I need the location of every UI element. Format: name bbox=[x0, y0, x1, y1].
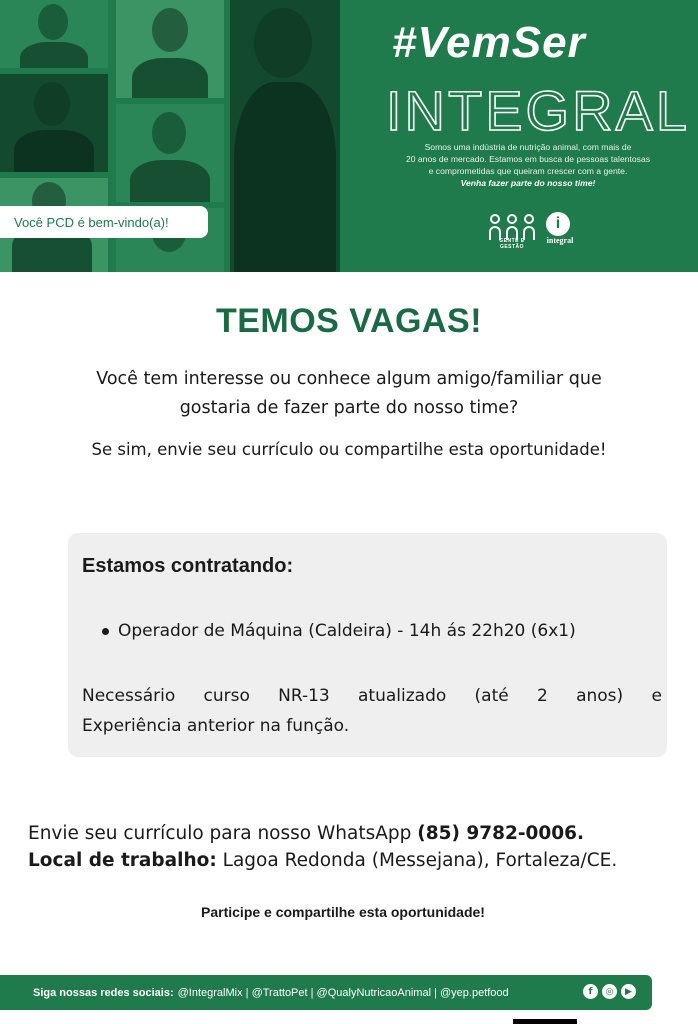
gente-e-gestao-logo bbox=[488, 212, 536, 250]
social-footer bbox=[0, 975, 652, 1010]
req-word: e bbox=[651, 686, 662, 706]
team-photo bbox=[0, 0, 108, 68]
team-photo bbox=[0, 74, 108, 172]
integral-logo-word: integral bbox=[546, 236, 574, 245]
req-word: NR-13 bbox=[278, 686, 330, 706]
location-line bbox=[28, 847, 688, 874]
share-callout: Participe e compartilhe esta oportunidade! bbox=[201, 904, 485, 920]
whatsapp-line bbox=[28, 820, 688, 847]
location-value: Lagoa Redonda (Messejana), Fortaleza/CE. bbox=[222, 850, 618, 871]
location-label: Local de trabalho: bbox=[28, 850, 217, 871]
campaign-hashtag: #VemSer bbox=[392, 18, 586, 67]
integral-logo-mark: i bbox=[546, 212, 570, 236]
req-word: atualizado bbox=[358, 686, 447, 706]
req-word: anos) bbox=[576, 686, 624, 706]
intro-cta: Venha fazer parte do nosso time! bbox=[460, 178, 596, 188]
bottom-edge-bar bbox=[513, 1019, 577, 1024]
team-photo bbox=[116, 104, 224, 202]
intro-line: 20 anos de mercado. Estamos em busca de pessoas talentosas bbox=[405, 154, 651, 164]
contact-info bbox=[28, 820, 688, 874]
intro-line: Somos uma indústria de nutrição animal, com mais de bbox=[424, 142, 632, 152]
whatsapp-prefix: Envie seu currículo para nosso WhatsApp bbox=[28, 823, 412, 844]
job-title: Operador de Máquina (Caldeira) - 14h ás 22h20 (6x1) bbox=[118, 621, 576, 641]
interest-question bbox=[50, 365, 648, 423]
team-photo-featured bbox=[230, 0, 340, 272]
requirements-line: Experiência anterior na função. bbox=[82, 716, 350, 736]
send-resume-cta: Se sim, envie seu currículo ou compartilhe esta oportunidade! bbox=[91, 440, 607, 459]
brand-wordmark: INTEGRAL bbox=[386, 79, 691, 142]
job-requirements bbox=[82, 681, 662, 741]
requirements-line bbox=[82, 681, 662, 711]
job-openings-card bbox=[68, 533, 667, 757]
facebook-icon[interactable]: f bbox=[583, 984, 598, 999]
bullet-icon bbox=[102, 628, 109, 635]
integral-logo bbox=[540, 212, 580, 252]
instagram-icon[interactable]: ◎ bbox=[602, 984, 617, 999]
pcd-welcome-badge: Você PCD é bem-vindo(a)! bbox=[0, 206, 208, 238]
company-intro bbox=[372, 141, 684, 189]
job-list-item bbox=[102, 621, 576, 641]
whatsapp-number[interactable]: (85) 9782-0006. bbox=[417, 823, 585, 844]
social-handles[interactable]: @IntegralMix | @TrattoPet | @QualyNutricaoAnimal | @yep.petfood bbox=[177, 986, 509, 999]
social-label: Siga nossas redes sociais: bbox=[33, 986, 174, 999]
question-line: gostaria de fazer parte do nosso time? bbox=[179, 398, 519, 418]
req-word: 2 bbox=[537, 686, 548, 706]
req-word: curso bbox=[203, 686, 250, 706]
team-photo bbox=[116, 0, 224, 98]
question-line: Você tem interesse ou conhece algum amigo/familiar que bbox=[96, 369, 602, 389]
page-headline: TEMOS VAGAS! bbox=[215, 302, 483, 340]
intro-line: e comprometidas que queiram crescer com a gente. bbox=[428, 166, 628, 176]
req-word: Necessário bbox=[82, 686, 176, 706]
logo-caption: GENTE E GESTÃO bbox=[499, 238, 525, 250]
social-icons bbox=[583, 984, 636, 999]
header-banner bbox=[0, 0, 698, 272]
card-title: Estamos contratando: bbox=[82, 555, 294, 577]
req-word: (até bbox=[474, 686, 509, 706]
youtube-icon[interactable]: ▶ bbox=[621, 984, 636, 999]
